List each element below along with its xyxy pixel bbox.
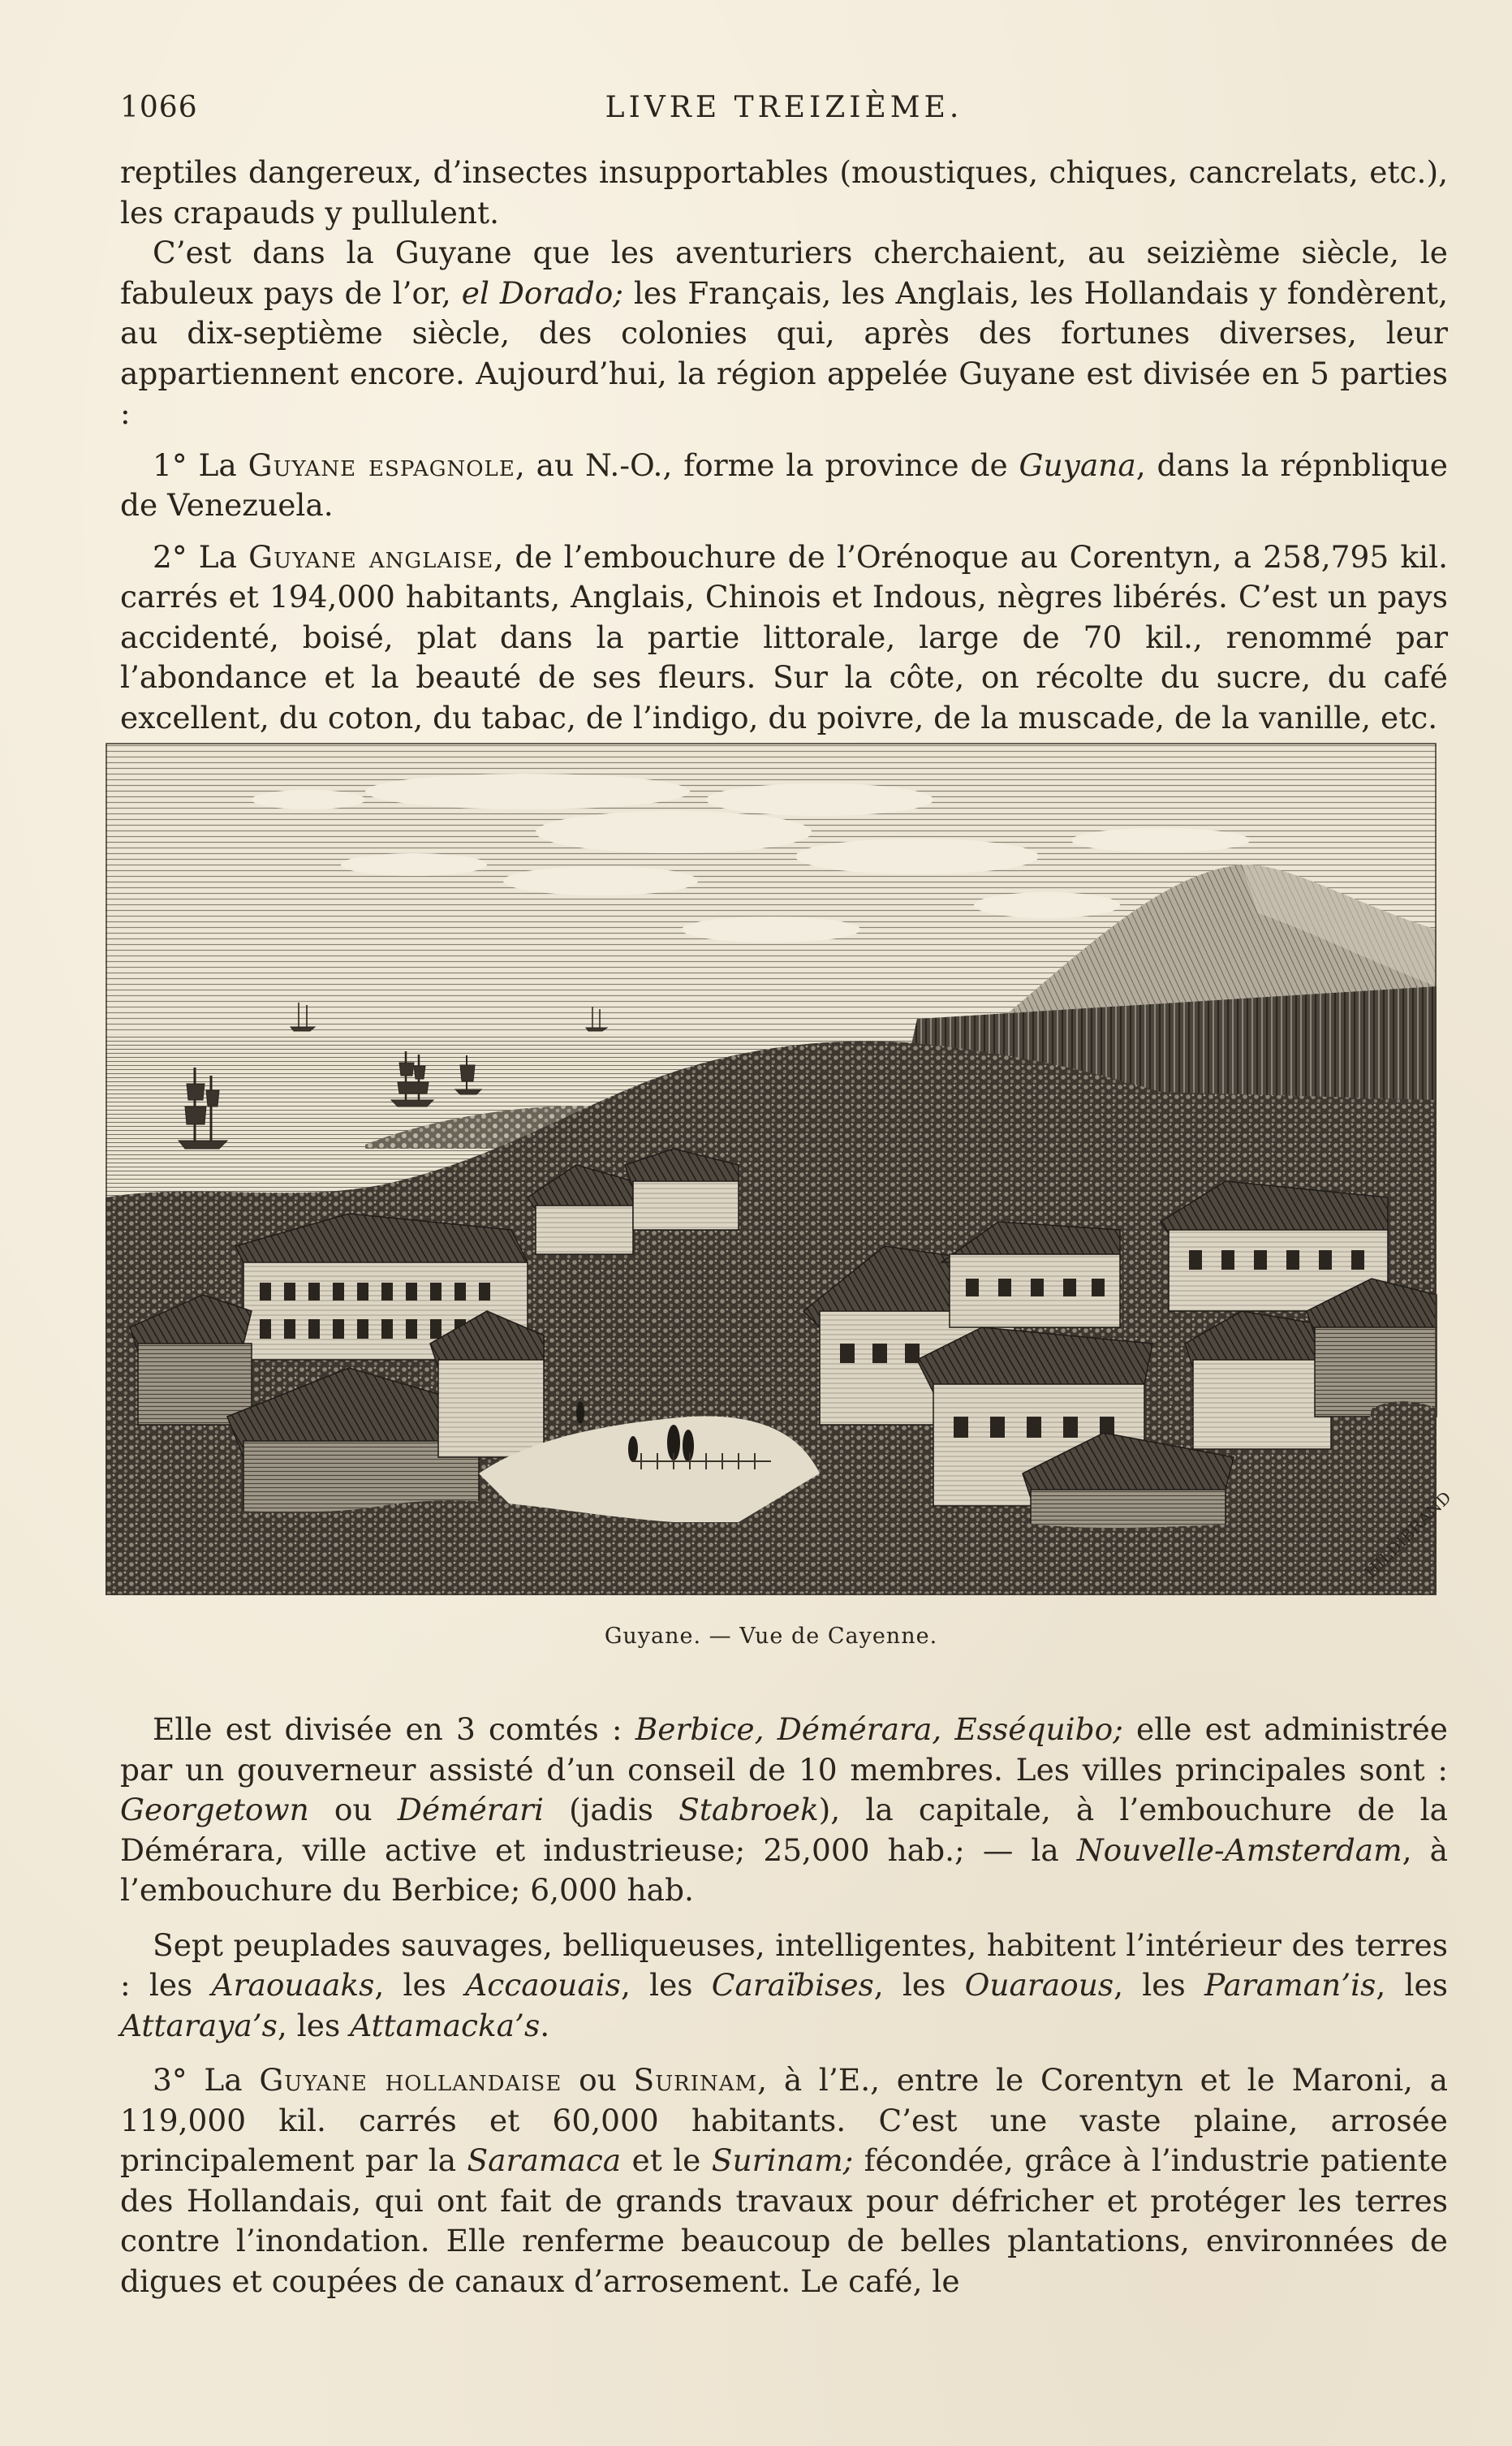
engraving-illustration: [106, 743, 1455, 1595]
engraver-signature: HILDIBRAND: [1360, 1487, 1455, 1582]
page-header: [120, 91, 1448, 132]
paragraph-guyane-hollandaise: 3° La Guyane hollandaise ou Surinam, à l’E., entre le Corentyn et le Maroni, a 119,000 kil. carrés et 60,000 habitants. C’est une vaste plaine, arrosée principalement par la Saramaca et le Surinam; fécondée, grâce à l’industrie patiente des Hollandais, qui ont fait de grands travaux pour défricher et protéger les terres contre l’inondation. Elle renferme beaucoup de belles plantations, environnées de digues et coupées de canaux d’arrosement. Le café, le: [120, 2062, 1448, 2299]
paragraph-guyane-anglaise: 2° La Guyane anglaise, de l’embouchure de l’Orénoque au Corentyn, a 258,795 kil. carrés et 194,000 habitants, Anglais, Chinois et Indous, nègres libérés. C’est un pays accidenté, boisé, plat dans la partie littorale, large de 70 kil., renommé par l’abondance et la beauté de ses fleurs. Sur la côte, on récolte du sucre, du café excellent, du coton, du tabac, de l’indigo, du poivre, de la muscade, de la vanille, etc.: [120, 538, 1448, 736]
figure-caption: Guyane. — Vue de Cayenne.: [604, 1624, 938, 1649]
bottom-text-block: [120, 1710, 1448, 2301]
paragraph-reptiles: reptiles dangereux, d’insectes insupportables (moustiques, chiques, cancrelats, etc.), les crapauds y pullulent.: [120, 154, 1448, 231]
running-head: LIVRE TREIZIÈME.: [605, 91, 963, 124]
paragraph-guyane-espagnole: 1° La Guyane espagnole, au N.-O., forme la province de Guyana, dans la répnblique de Venezuela.: [120, 446, 1448, 523]
paragraph-el-dorado: C’est dans la Guyane que les aventuriers cherchaient, au seizième siècle, le fabuleux pays de l’or, el Dorado; les Français, les Anglais, les Hollandais y fondèrent, au dix-septième siècle, des colonies qui, après des fortunes diverses, leur appartiennent encore. Aujourd’hui, la région appelée Guyane est divisée en 5 parties :: [120, 235, 1448, 431]
paragraph-comtes: Elle est divisée en 3 comtés : Berbice, Démérara, Esséquibo; elle est administrée par un gouverneur assisté d’un conseil de 10 membres. Les villes principales sont : Georgetown ou Démérari (jadis Stabroek), la capitale, à l’embouchure de la Démérara, ville active et industrieuse; 25,000 hab.; — la Nouvelle-Amsterdam, à l’embouchure du Berbice; 6,000 hab.: [120, 1711, 1449, 1908]
top-text-block: [120, 153, 1448, 738]
paragraph-peuplades: Sept peuplades sauvages, belliqueuses, intelligentes, habitent l’intérieur des terres : les Araouaaks, les Accaouais, les Caraïbises, les Ouaraous, les Paraman’is, les Attaraya’s, les Attamacka’s.: [120, 1926, 1448, 2043]
page-number: 1066: [120, 91, 198, 124]
engraving-vue-de-cayenne: [106, 743, 1455, 1595]
